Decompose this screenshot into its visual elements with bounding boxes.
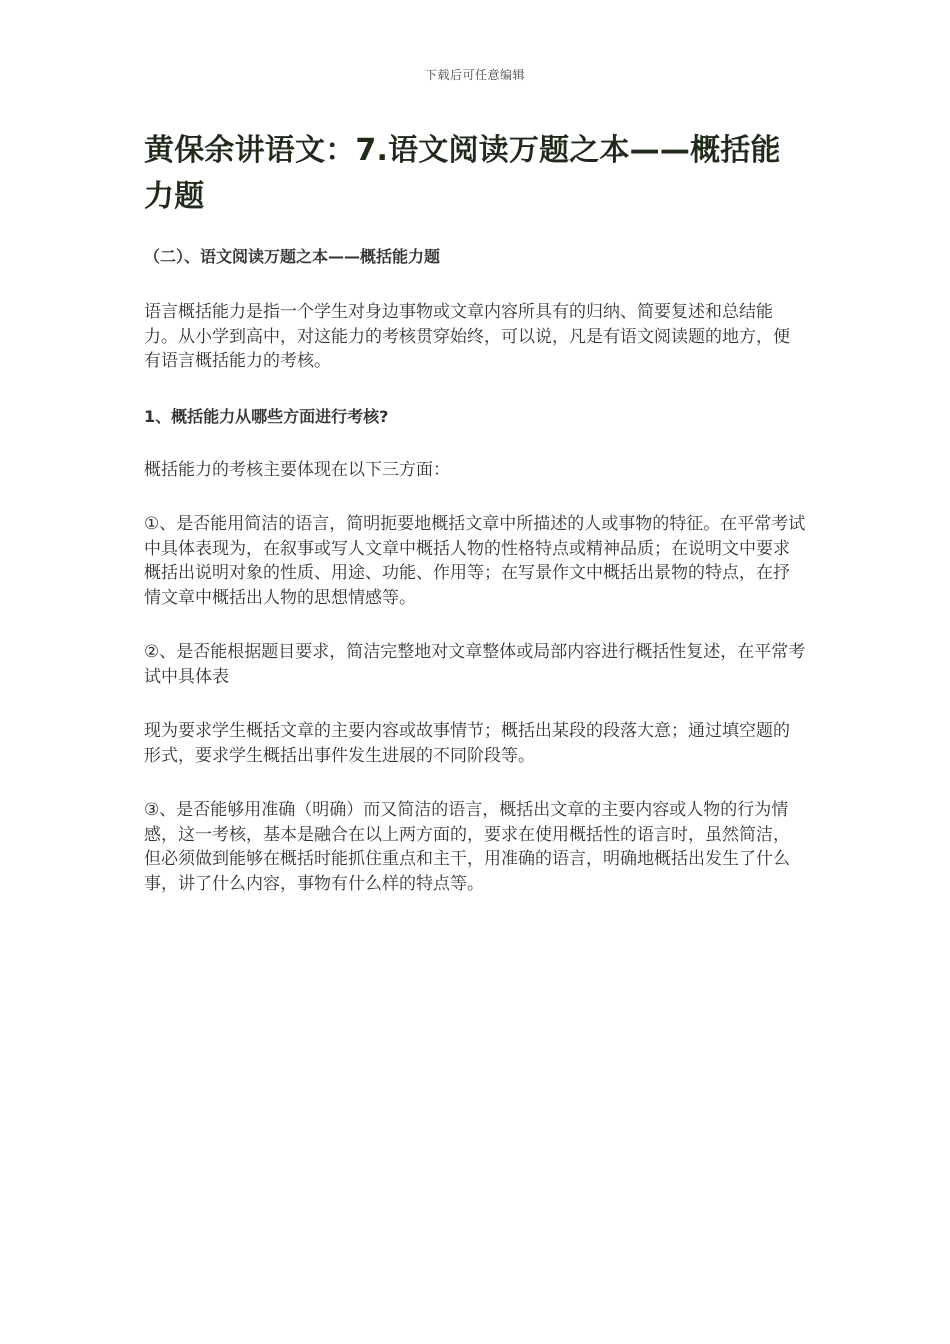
article-body xyxy=(144,128,806,896)
article-title: 黄保余讲语文：7.语文阅读万题之本——概括能力题 xyxy=(144,133,781,214)
section-heading: （二）、语文阅读万题之本——概括能力题 xyxy=(144,247,441,266)
point-2-continuation-paragraph: 现为要求学生概括文章的主要内容或故事情节；概括出某段的段落大意；通过填空题的形式，要求学生概括出事件发生进展的不同阶段等。 xyxy=(144,721,790,766)
point-3-paragraph: ③、是否能够用准确（明确）而又简洁的语言，概括出文章的主要内容或人物的行为情感，这一考核，基本是融合在以上两方面的，要求在使用概括性的语言时，虽然简洁，但必须做到能够在概括时能抓住重点和主干，用准确的语言，明确地概括出发生了什么事，讲了什么内容，事物有什么样的特点等。 xyxy=(144,800,790,894)
page-header-note: 下载后可任意编辑 xyxy=(424,68,525,82)
lead-paragraph: 概括能力的考核主要体现在以下三方面： xyxy=(144,459,450,480)
question-heading: 1、概括能力从哪些方面进行考核? xyxy=(144,406,389,426)
intro-paragraph: 语言概括能力是指一个学生对身边事物或文章内容所具有的归纳、简要复述和总结能力。从小学到高中，对这能力的考核贯穿始终，可以说，凡是有语文阅读题的地方，便有语言概括能力的考核。 xyxy=(144,302,790,371)
point-2-paragraph: ②、是否能根据题目要求，简洁完整地对文章整体或局部内容进行概括性复述，在平常考试中具体表 xyxy=(144,642,806,687)
point-1-paragraph: ①、是否能用简洁的语言，简明扼要地概括文章中所描述的人或事物的特征。在平常考试中具体表现为，在叙事或写人文章中概括人物的性格特点或精神品质；在说明文中要求概括出说明对象的性质、用途、功能、作用等；在写景作文中概括出景物的特点，在抒情文章中概括出人物的思想情感等。 xyxy=(144,514,806,608)
